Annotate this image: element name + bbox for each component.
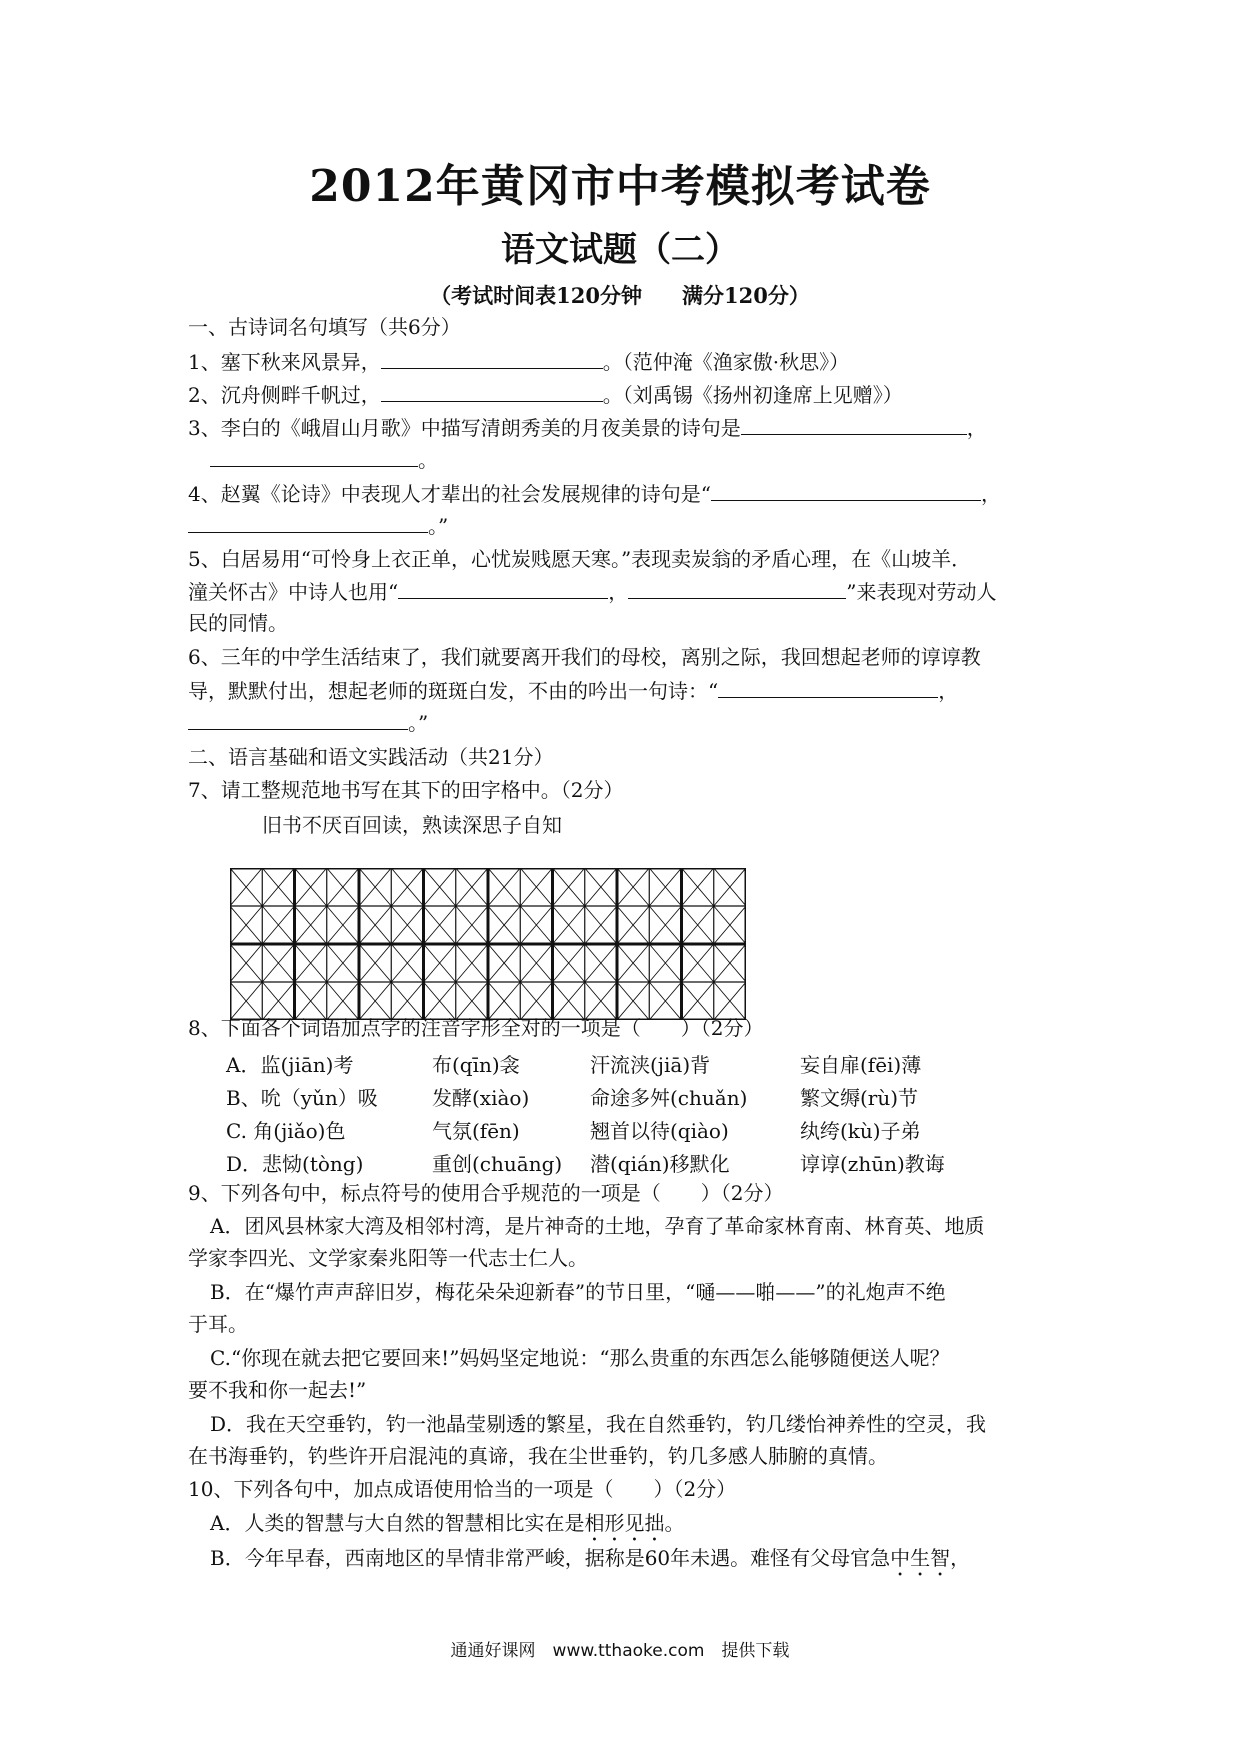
q6-cont2: 。” [188,709,428,736]
q10: 10、下列各句中，加点成语使用恰当的一项是（ ）（2分） [188,1477,737,1501]
q8-option[interactable]: A．监(jiān)考 [226,1053,354,1077]
q5-cont: 潼关怀古》中诗人也用“ ， ”来表现对劳动人 [188,580,997,604]
q9-option-d-cont: 在书海垂钓，钓些许开启混沌的真谛，我在尘世垂钓，钓几多感人肺腑的真情。 [188,1444,888,1468]
q8-option-word: 发酵(xiào) [432,1086,530,1110]
q5-cont2: 民的同情。 [188,611,288,635]
q9: 9、下列各句中，标点符号的使用合乎规范的一项是（ ）（2分） [188,1181,784,1205]
answer-blank[interactable] [381,381,603,402]
q9-option-b[interactable]: B．在“爆竹声声辞旧岁，梅花朵朵迎新春”的节日里，“嗵——啪——”的礼炮声不绝 [210,1280,946,1304]
answer-blank[interactable] [188,512,428,533]
q8-option[interactable]: C. 角(jiǎo)色 [226,1119,346,1143]
q8-option-word: 布(qīn)衾 [432,1053,520,1077]
q8-option-word: 纨绔(kù)子弟 [800,1119,921,1143]
answer-blank[interactable] [711,480,981,501]
answer-blank[interactable] [188,709,408,730]
full-score: 满分120分） [682,283,810,308]
q1: 1、塞下秋来风景异， 。（范仲淹《渔家傲·秋思》） [188,350,850,374]
footer-credit: 通通好课网 www.tthaoke.com 提供下载 [450,1641,790,1661]
q9-option-c[interactable]: C.“你现在就去把它要回来!”妈妈坚定地说：“那么贵重的东西怎么能够随便送人呢？ [210,1346,950,1370]
answer-blank[interactable] [718,677,938,698]
dotted-idiom: 相形见拙 [584,1511,665,1535]
section2-heading: 二、语言基础和语文实践活动（共21分） [188,745,554,769]
q8-option[interactable]: B、吮（yǔn）吸 [226,1086,378,1110]
q9-option-c-cont: 要不我和你一起去!” [188,1378,367,1402]
q9-option-a[interactable]: A．团风县林家大湾及相邻村湾，是片神奇的土地，孕育了革命家林育南、林育英、地质 [210,1214,985,1238]
q8-option-word: 翘首以待(qiào) [590,1119,729,1143]
exam-title: 2012年黄冈市中考模拟考试卷 [309,161,931,212]
q4: 4、赵翼《论诗》中表现人才辈出的社会发展规律的诗句是“ ， [188,482,1001,506]
q10-option-a[interactable]: A．人类的智慧与大自然的智慧相比实在是相形见拙。 [210,1511,685,1535]
answer-blank[interactable] [741,414,967,435]
tianzige-grid[interactable] [230,868,746,1020]
q8-option-word: 妄自扉(fēi)薄 [800,1053,922,1077]
dotted-idiom: 中生智 [890,1546,951,1570]
exam-info [0,280,1240,310]
q5: 5、白居易用“可怜身上衣正单，心忧炭贱愿天寒。”表现卖炭翁的矛盾心理，在《山坡羊． [188,547,972,571]
q3: 3、李白的《峨眉山月歌》中描写清朗秀美的月夜美景的诗句是 ， [188,416,987,440]
q8-option-word: 潜(qián)移默化 [590,1152,730,1176]
q8-option-word: 谆谆(zhūn)教诲 [800,1152,945,1176]
exam-subtitle: 语文试题（二） [501,230,739,270]
q9-option-b-cont: 于耳。 [188,1312,248,1336]
q10-option-b[interactable]: B．今年早春，西南地区的旱情非常严峻，据称是60年未遇。难怪有父母官急中生智， [210,1546,971,1570]
q9-option-d[interactable]: D．我在天空垂钓，钓一池晶莹剔透的繁星，我在自然垂钓，钓几缕怡神养性的空灵，我 [210,1412,987,1436]
q8-option-word: 重创(chuāng) [432,1152,563,1176]
q7-text: 旧书不厌百回读，熟读深思子自知 [262,813,562,837]
q4-cont: 。” [188,512,448,539]
q9-option-a-cont: 学家李四光、文学家秦兆阳等一代志士仁人。 [188,1246,588,1270]
q3-cont: 。 [210,446,438,473]
q8-option-word: 汗流浃(jiā)背 [590,1053,711,1077]
q8-option[interactable]: D．悲恸(tòng) [226,1152,364,1176]
q2: 2、沉舟侧畔千帆过， 。（刘禹锡《扬州初逢席上见赠》） [188,383,903,407]
exam-time: （考试时间表120分钟 [430,283,642,308]
answer-blank[interactable] [381,348,603,369]
q7: 7、请工整规范地书写在其下的田字格中。（2分） [188,778,624,802]
section1-heading: 一、古诗词名句填写（共6分） [188,315,461,339]
q8: 8、下面各个词语加点字的注音字形全对的一项是（ ）（2分） [188,1016,764,1040]
q8-option-word: 命途多舛(chuǎn) [590,1086,748,1110]
q6: 6、三年的中学生活结束了，我们就要离开我们的母校，离别之际，我回想起老师的谆谆教 [188,645,981,669]
answer-blank[interactable] [398,578,608,599]
answer-blank[interactable] [628,578,846,599]
answer-blank[interactable] [210,446,418,467]
q6-cont: 导，默默付出，想起老师的斑斑白发，不由的吟出一句诗：“ ， [188,679,959,703]
q8-option-word: 气氛(fēn) [432,1119,520,1143]
q8-option-word: 繁文缛(rù)节 [800,1086,919,1110]
